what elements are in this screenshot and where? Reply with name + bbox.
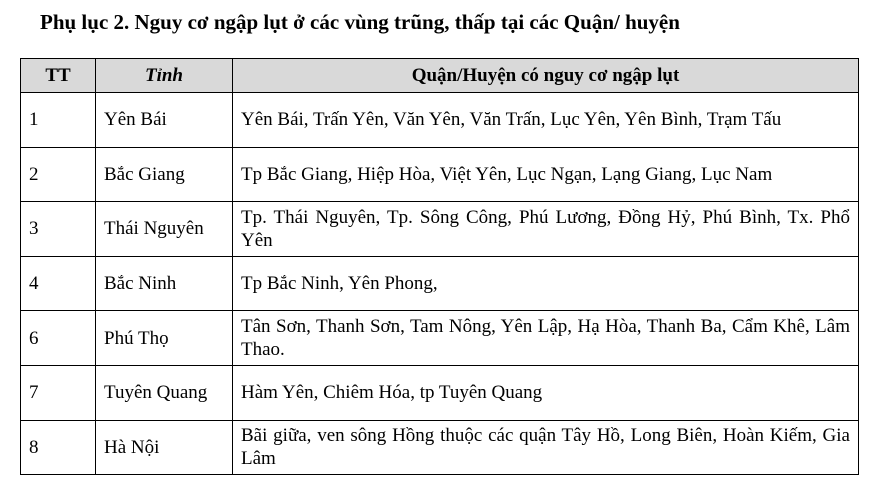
table-row [21, 202, 859, 257]
row-province: Tuyên Quang [96, 365, 233, 420]
header-province: Tỉnh [96, 59, 233, 93]
table-row [21, 311, 859, 366]
header-districts: Quận/Huyện có nguy cơ ngập lụt [233, 59, 859, 93]
row-districts: Tp. Thái Nguyên, Tp. Sông Công, Phú Lương, Đồng Hỷ, Phú Bình, Tx. Phổ Yên [233, 202, 859, 257]
flood-risk-table [20, 58, 859, 475]
row-districts: Tp Bắc Ninh, Yên Phong, [233, 256, 859, 311]
row-province: Yên Bái [96, 93, 233, 148]
row-tt: 4 [21, 256, 96, 311]
row-districts: Tp Bắc Giang, Hiệp Hòa, Việt Yên, Lục Ngạn, Lạng Giang, Lục Nam [233, 147, 859, 202]
row-districts: Yên Bái, Trấn Yên, Văn Yên, Văn Trấn, Lục Yên, Yên Bình, Trạm Tấu [233, 93, 859, 148]
row-province: Phú Thọ [96, 311, 233, 366]
table-header-row [21, 59, 859, 93]
row-tt: 7 [21, 365, 96, 420]
row-tt: 8 [21, 420, 96, 475]
table-row [21, 365, 859, 420]
page-title: Phụ lục 2. Nguy cơ ngập lụt ở các vùng trũng, thấp tại các Quận/ huyện [40, 10, 680, 34]
row-province: Thái Nguyên [96, 202, 233, 257]
table-row [21, 93, 859, 148]
row-districts: Bãi giữa, ven sông Hồng thuộc các quận Tây Hồ, Long Biên, Hoàn Kiếm, Gia Lâm [233, 420, 859, 475]
row-province: Bắc Ninh [96, 256, 233, 311]
header-tt: TT [21, 59, 96, 93]
table-row [21, 147, 859, 202]
row-tt: 3 [21, 202, 96, 257]
row-tt: 1 [21, 93, 96, 148]
table-row [21, 420, 859, 475]
row-tt: 6 [21, 311, 96, 366]
row-districts: Hàm Yên, Chiêm Hóa, tp Tuyên Quang [233, 365, 859, 420]
row-districts: Tân Sơn, Thanh Sơn, Tam Nông, Yên Lập, Hạ Hòa, Thanh Ba, Cẩm Khê, Lâm Thao. [233, 311, 859, 366]
row-province: Hà Nội [96, 420, 233, 475]
table-row [21, 256, 859, 311]
row-tt: 2 [21, 147, 96, 202]
row-province: Bắc Giang [96, 147, 233, 202]
